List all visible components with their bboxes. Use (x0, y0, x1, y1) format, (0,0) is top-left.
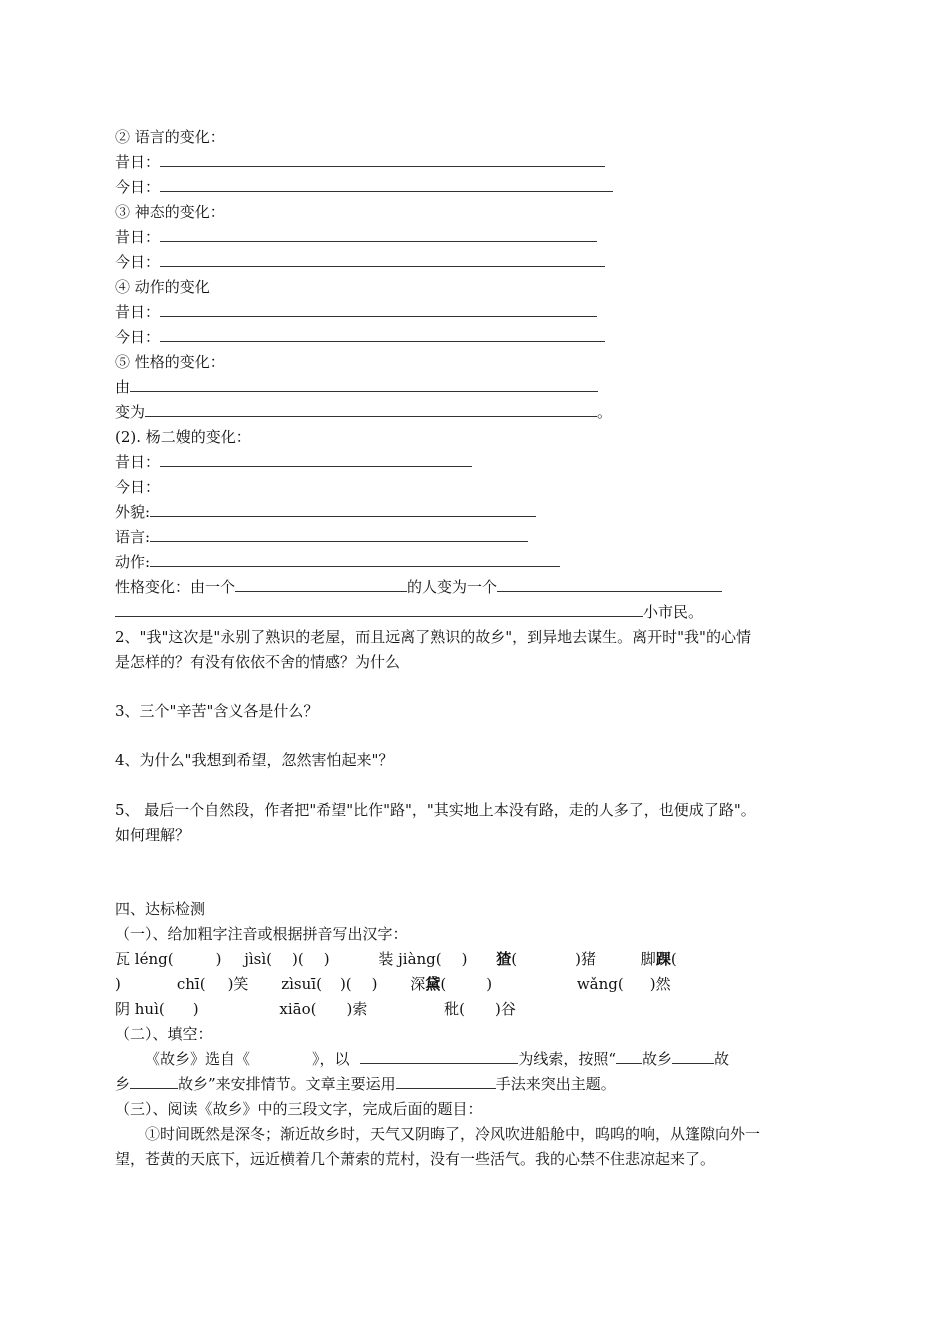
blank[interactable] (616, 1049, 642, 1064)
char-to-line: 变为 。 (115, 403, 613, 421)
shen-past-line: 昔日： (115, 227, 597, 247)
section-4-title: 四、达标检测 (115, 900, 206, 918)
question-3: 3、三个"辛苦"含义各是什么？ (115, 702, 319, 720)
lang-heading: ② 语言的变化： (115, 128, 225, 146)
section-4-sub2: （二）、填空： (115, 1025, 213, 1043)
blank[interactable] (160, 227, 597, 242)
blank[interactable] (235, 577, 407, 592)
lang-past-line: 昔日： (115, 152, 605, 172)
blank[interactable] (160, 452, 472, 467)
shen-heading: ③ 神态的变化： (115, 203, 225, 221)
blank[interactable] (115, 602, 643, 617)
question-2-cont: 是怎样的？有没有依依不舍的情感？为什么 (115, 653, 401, 671)
blank[interactable] (150, 502, 536, 517)
blank[interactable] (160, 252, 605, 267)
yang-look-line: 外貌: (115, 502, 536, 522)
question-4: 4、为什么"我想到希望，忽然害怕起来"？ (115, 751, 394, 769)
question-5-cont: 如何理解？ (115, 826, 191, 844)
yang-heading: (2). 杨二嫂的变化： (115, 428, 251, 446)
pinyin-row-3: 阴 huì( ) xiāo( )索 秕( )谷 (115, 1000, 516, 1018)
yang-speech-line: 语言: (115, 527, 528, 547)
reading-paragraph-1-cont: 望，苍黄的天底下，远近横着几个萧索的荒村，没有一些活气。我的心禁不住悲凉起来了。 (115, 1150, 716, 1168)
char-heading: ⑤ 性格的变化： (115, 353, 225, 371)
blank[interactable] (160, 302, 597, 317)
blank[interactable] (672, 1049, 714, 1064)
lang-now-line: 今日： (115, 177, 613, 197)
blank[interactable] (396, 1074, 496, 1089)
blank[interactable] (160, 152, 605, 167)
blank[interactable] (160, 177, 613, 192)
yang-past-line: 昔日： (115, 452, 472, 472)
blank[interactable] (145, 402, 597, 417)
question-5: 5、 最后一个自然段，作者把"希望"比作"路"，"其实地上本没有路，走的人多了，也便成了路"。 (115, 801, 756, 819)
blank[interactable] (360, 1049, 518, 1064)
section-4-sub3: （三）、阅读《故乡》中的三段文字，完成后面的题目： (115, 1100, 483, 1118)
act-past-line: 昔日： (115, 302, 597, 322)
section-4-sub1: （一）、给加粗字注音或根据拼音写出汉字： (115, 925, 408, 943)
yang-now-line: 今日： (115, 478, 161, 496)
pinyin-row-1: 瓦 léng( ) jìsì( )( ) 装 jiàng( ) 猹( )猪 脚踝( (115, 950, 677, 968)
fill-line-1: 《故乡》选自《 》，以 为线索，按照“ 故乡 故 (145, 1050, 730, 1068)
reading-paragraph-1: ①时间既然是深冬；渐近故乡时，天气又阴晦了，冷风吹进船舱中，呜呜的响，从篷隙向外一 (145, 1125, 761, 1143)
yang-action-line: 动作: (115, 552, 560, 572)
blank[interactable] (160, 327, 605, 342)
act-heading: ④ 动作的变化 (115, 278, 210, 296)
blank[interactable] (497, 577, 722, 592)
act-now-line: 今日： (115, 327, 605, 347)
char-from-line: 由 (115, 377, 598, 397)
question-2: 2、"我"这次是"永别了熟识的老屋，而且远离了熟识的故乡"，到异地去谋生。离开时"我"的心情 (115, 628, 751, 646)
shen-now-line: 今日： (115, 252, 605, 272)
yang-change-line: 性格变化：由一个 的人变为一个 (115, 577, 722, 597)
fill-line-2: 乡 故乡”来安排情节。文章主要运用 手法来突出主题。 (115, 1075, 616, 1093)
blank[interactable] (130, 377, 598, 392)
blank[interactable] (150, 552, 560, 567)
blank[interactable] (130, 1074, 178, 1089)
pinyin-row-2: ) chī( )笑 zìsuī( )( ) 深黛( ) wǎng( )然 (115, 975, 671, 993)
yang-change-line-2: 小市民。 (115, 602, 703, 622)
blank[interactable] (150, 527, 528, 542)
